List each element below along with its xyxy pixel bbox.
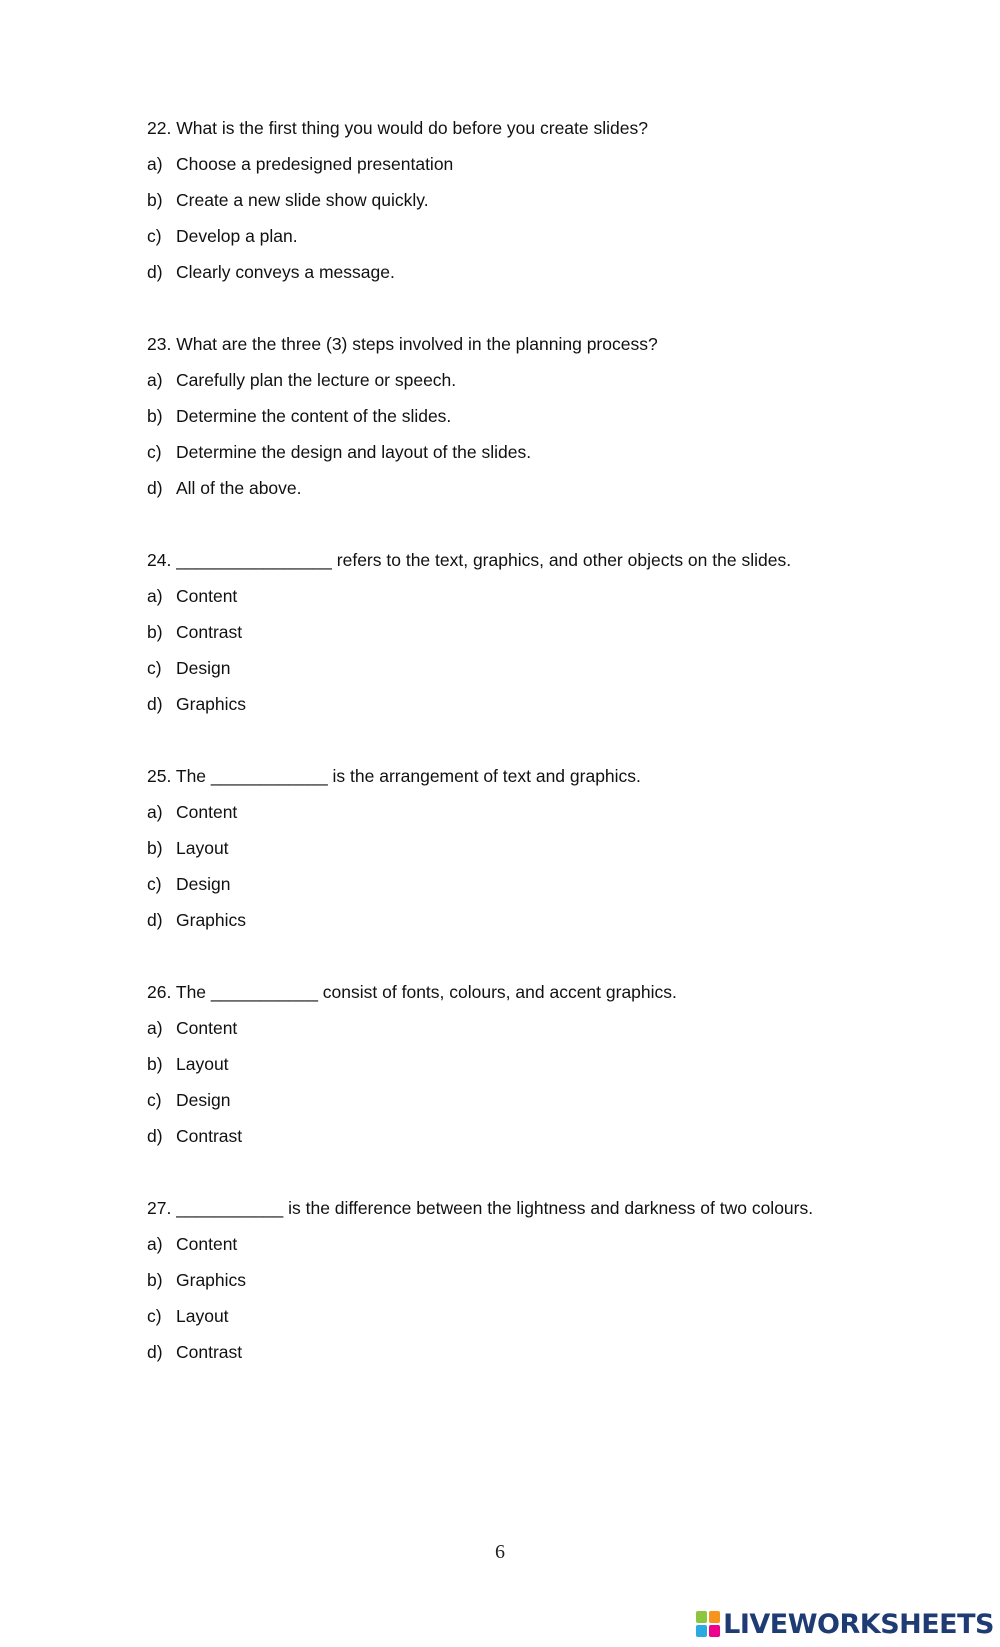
question-24 — [147, 548, 947, 728]
option-text: Layout — [176, 838, 229, 858]
option-text: Contrast — [176, 1342, 243, 1362]
option-text: Design — [176, 1090, 231, 1110]
answer-option[interactable] — [147, 620, 947, 644]
option-letter: b) — [147, 190, 163, 210]
logo-square-pink — [709, 1625, 720, 1637]
option-letter: c) — [147, 1090, 162, 1110]
option-text: Contrast — [176, 622, 243, 642]
option-text: Layout — [176, 1054, 229, 1074]
option-text: Design — [176, 658, 231, 678]
answer-option[interactable] — [147, 1124, 947, 1148]
answer-option[interactable] — [147, 368, 947, 392]
option-letter: d) — [147, 910, 163, 930]
liveworksheets-logo-icon — [696, 1611, 720, 1637]
answer-option[interactable] — [147, 476, 947, 500]
option-text: Determine the content of the slides. — [176, 406, 452, 426]
option-text: Content — [176, 1018, 238, 1038]
question-23 — [147, 332, 947, 512]
answer-option[interactable] — [147, 1016, 947, 1040]
option-letter: c) — [147, 442, 162, 462]
answer-option[interactable] — [147, 1052, 947, 1076]
question-stem: 26. The ___________ consist of fonts, colours, and accent graphics. — [147, 982, 677, 1002]
question-stem: 22. What is the first thing you would do before you create slides? — [147, 118, 648, 138]
answer-option[interactable] — [147, 1268, 947, 1292]
question-stem: 24. ________________ refers to the text, graphics, and other objects on the slides. — [147, 550, 792, 570]
answer-option[interactable] — [147, 1340, 947, 1364]
answer-option[interactable] — [147, 584, 947, 608]
liveworksheets-brand[interactable] — [696, 1606, 994, 1642]
question-22 — [147, 116, 947, 296]
answer-option[interactable] — [147, 836, 947, 860]
option-letter: b) — [147, 838, 163, 858]
option-letter: a) — [147, 586, 163, 606]
option-text: Determine the design and layout of the slides. — [176, 442, 532, 462]
answer-option[interactable] — [147, 1304, 947, 1328]
option-letter: c) — [147, 226, 162, 246]
option-letter: b) — [147, 622, 163, 642]
logo-square-orange — [709, 1611, 720, 1623]
answer-option[interactable] — [147, 872, 947, 896]
option-text: Content — [176, 586, 238, 606]
option-letter: a) — [147, 154, 163, 174]
answer-option[interactable] — [147, 692, 947, 716]
option-letter: d) — [147, 694, 163, 714]
option-letter: b) — [147, 1054, 163, 1074]
answer-option[interactable] — [147, 1232, 947, 1256]
option-text: Graphics — [176, 910, 247, 930]
logo-square-blue — [696, 1625, 707, 1637]
option-text: Content — [176, 1234, 238, 1254]
answer-option[interactable] — [147, 152, 947, 176]
option-text: Clearly conveys a message. — [176, 262, 395, 282]
answer-option[interactable] — [147, 224, 947, 248]
page-number: 6 — [495, 1541, 505, 1563]
option-letter: b) — [147, 1270, 163, 1290]
question-stem: 27. ___________ is the difference between the lightness and darkness of two colours. — [147, 1198, 814, 1218]
brand-wordmark: LIVEWORKSHEETS — [723, 1608, 994, 1640]
option-letter: a) — [147, 1234, 163, 1254]
option-text: All of the above. — [176, 478, 302, 498]
option-letter: d) — [147, 1342, 163, 1362]
option-text: Layout — [176, 1306, 229, 1326]
option-letter: c) — [147, 874, 162, 894]
answer-option[interactable] — [147, 1088, 947, 1112]
logo-square-green — [696, 1611, 707, 1623]
question-27 — [147, 1196, 947, 1376]
option-text: Choose a predesigned presentation — [176, 154, 454, 174]
option-letter: d) — [147, 1126, 163, 1146]
answer-option[interactable] — [147, 656, 947, 680]
option-text: Graphics — [176, 1270, 247, 1290]
answer-option[interactable] — [147, 908, 947, 932]
answer-option[interactable] — [147, 260, 947, 284]
question-25 — [147, 764, 947, 944]
question-stem: 23. What are the three (3) steps involved in the planning process? — [147, 334, 658, 354]
option-text: Design — [176, 874, 231, 894]
option-text: Carefully plan the lecture or speech. — [176, 370, 457, 390]
option-letter: a) — [147, 1018, 163, 1038]
question-26 — [147, 980, 947, 1160]
option-letter: c) — [147, 1306, 162, 1326]
question-stem: 25. The ____________ is the arrangement of text and graphics. — [147, 766, 641, 786]
option-text: Contrast — [176, 1126, 243, 1146]
option-text: Create a new slide show quickly. — [176, 190, 429, 210]
answer-option[interactable] — [147, 800, 947, 824]
answer-option[interactable] — [147, 404, 947, 428]
option-letter: b) — [147, 406, 163, 426]
answer-option[interactable] — [147, 188, 947, 212]
option-letter: d) — [147, 262, 163, 282]
option-text: Graphics — [176, 694, 247, 714]
answer-option[interactable] — [147, 440, 947, 464]
option-letter: a) — [147, 802, 163, 822]
option-letter: c) — [147, 658, 162, 678]
option-text: Content — [176, 802, 238, 822]
option-text: Develop a plan. — [176, 226, 298, 246]
option-letter: a) — [147, 370, 163, 390]
option-letter: d) — [147, 478, 163, 498]
